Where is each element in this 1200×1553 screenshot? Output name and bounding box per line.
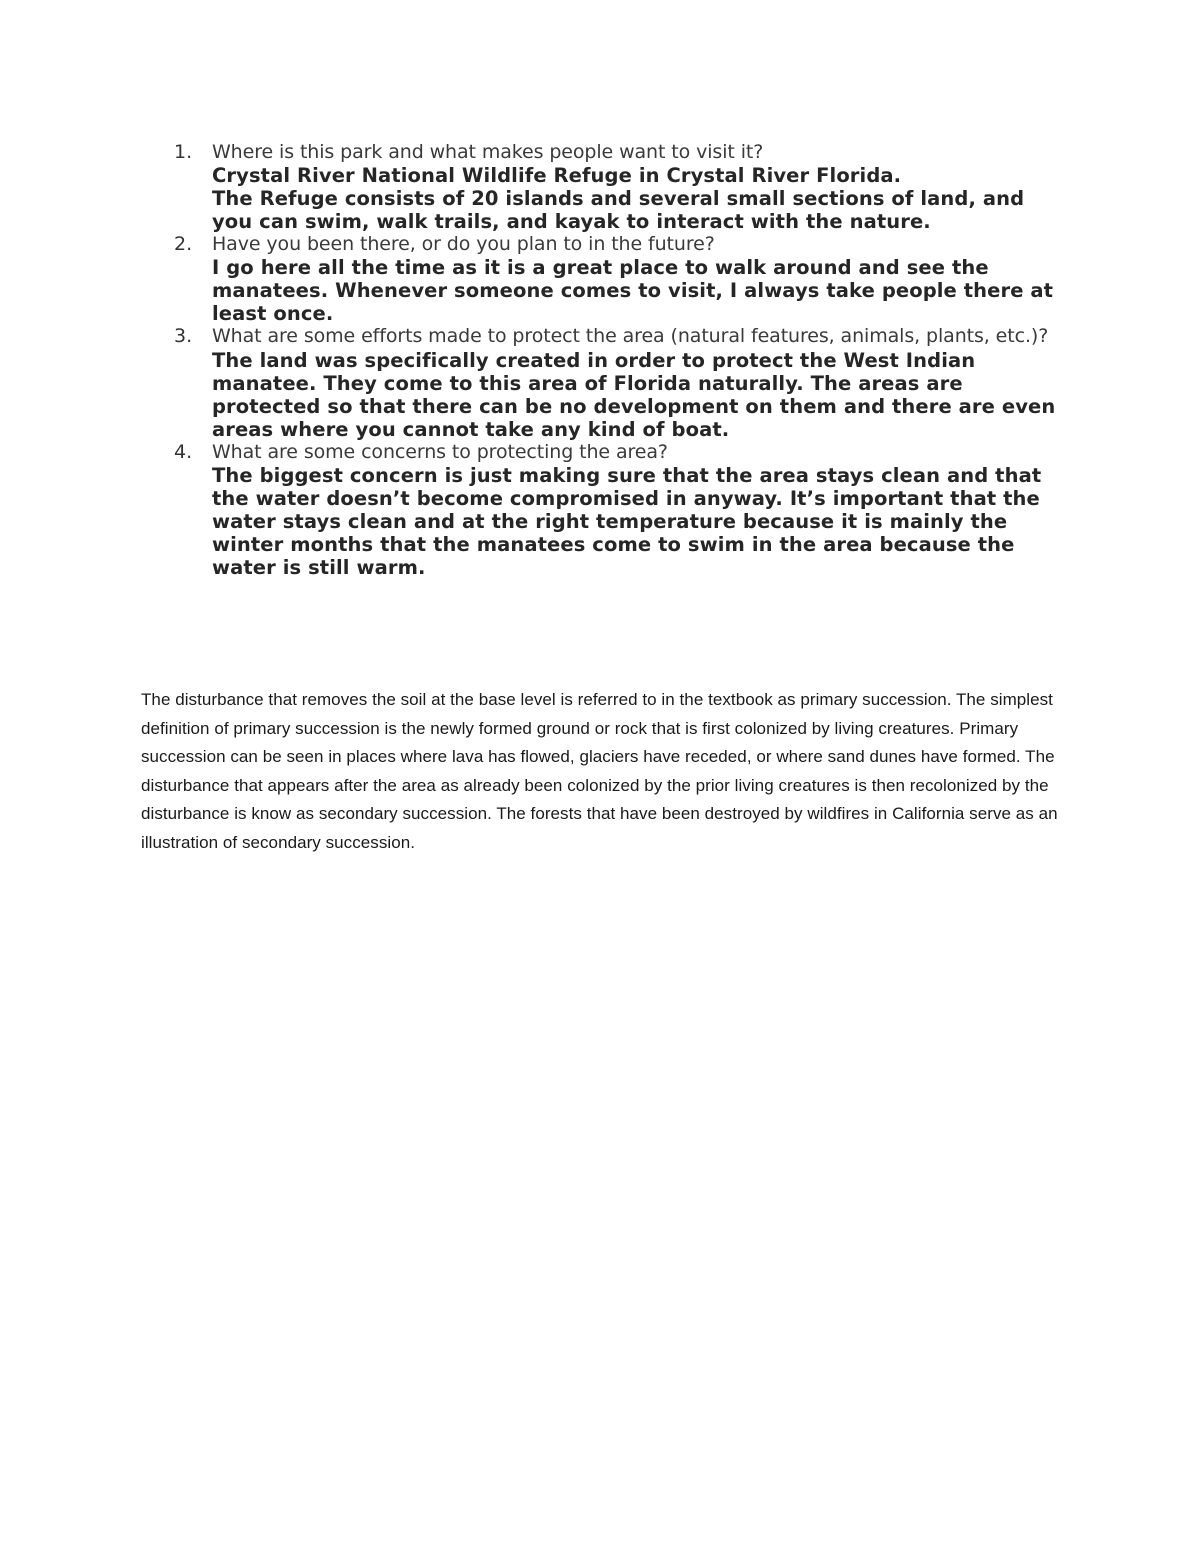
answer-text: Crystal River National Wildlife Refuge in Crystal River Florida. xyxy=(212,164,902,187)
answer-text: The biggest concern is just making sure that the area stays clean and that the water doesn’t become compromised in anyway. It’s important that the water stays clean and at the right temperature because it is mainly the winter months that the manatees come to swim in the area because the water is still warm. xyxy=(212,464,1042,579)
essay-paragraph: The disturbance that removes the soil at the base level is referred to in the textbook as primary succession. The simplest definition of primary succession is the newly formed ground or rock that is first colonized by living creatures. Primary succession can be seen in places where lava has flowed, glaciers have receded, or where sand dunes have formed. The disturbance that appears after the area as already been colonized by the prior living creatures is then recolonized by the disturbance is know as secondary succession. The forests that have been destroyed by wildfires in California serve as an illustration of secondary succession. xyxy=(141,690,1058,852)
item-number: 3. xyxy=(174,325,193,347)
question-list xyxy=(170,141,1060,579)
question-text: Where is this park and what makes people want to visit it? xyxy=(212,141,764,163)
answer-text: The Refuge consists of 20 islands and several small sections of land, and you can swim, walk trails, and kayak to interact with the nature. xyxy=(212,187,1025,233)
item-number: 2. xyxy=(174,233,193,255)
question-text: Have you been there, or do you plan to in the future? xyxy=(212,233,715,255)
question-text: What are some efforts made to protect the area (natural features, animals, plants, etc.)? xyxy=(212,325,1049,347)
item-number: 1. xyxy=(174,141,193,163)
answer-text: The land was specifically created in order to protect the West Indian manatee. They come to this area of Florida naturally. The areas are protected so that there can be no development on them and there are even areas where you cannot take any kind of boat. xyxy=(212,349,1056,441)
list-item xyxy=(170,441,1060,579)
answer-text: I go here all the time as it is a great place to walk around and see the manatees. Whenever someone comes to visit, I always take people there at least once. xyxy=(212,256,1054,325)
question-text: What are some concerns to protecting the area? xyxy=(212,441,668,463)
list-item xyxy=(170,141,1060,233)
item-number: 4. xyxy=(174,441,193,463)
list-item xyxy=(170,233,1060,325)
list-item xyxy=(170,325,1060,441)
